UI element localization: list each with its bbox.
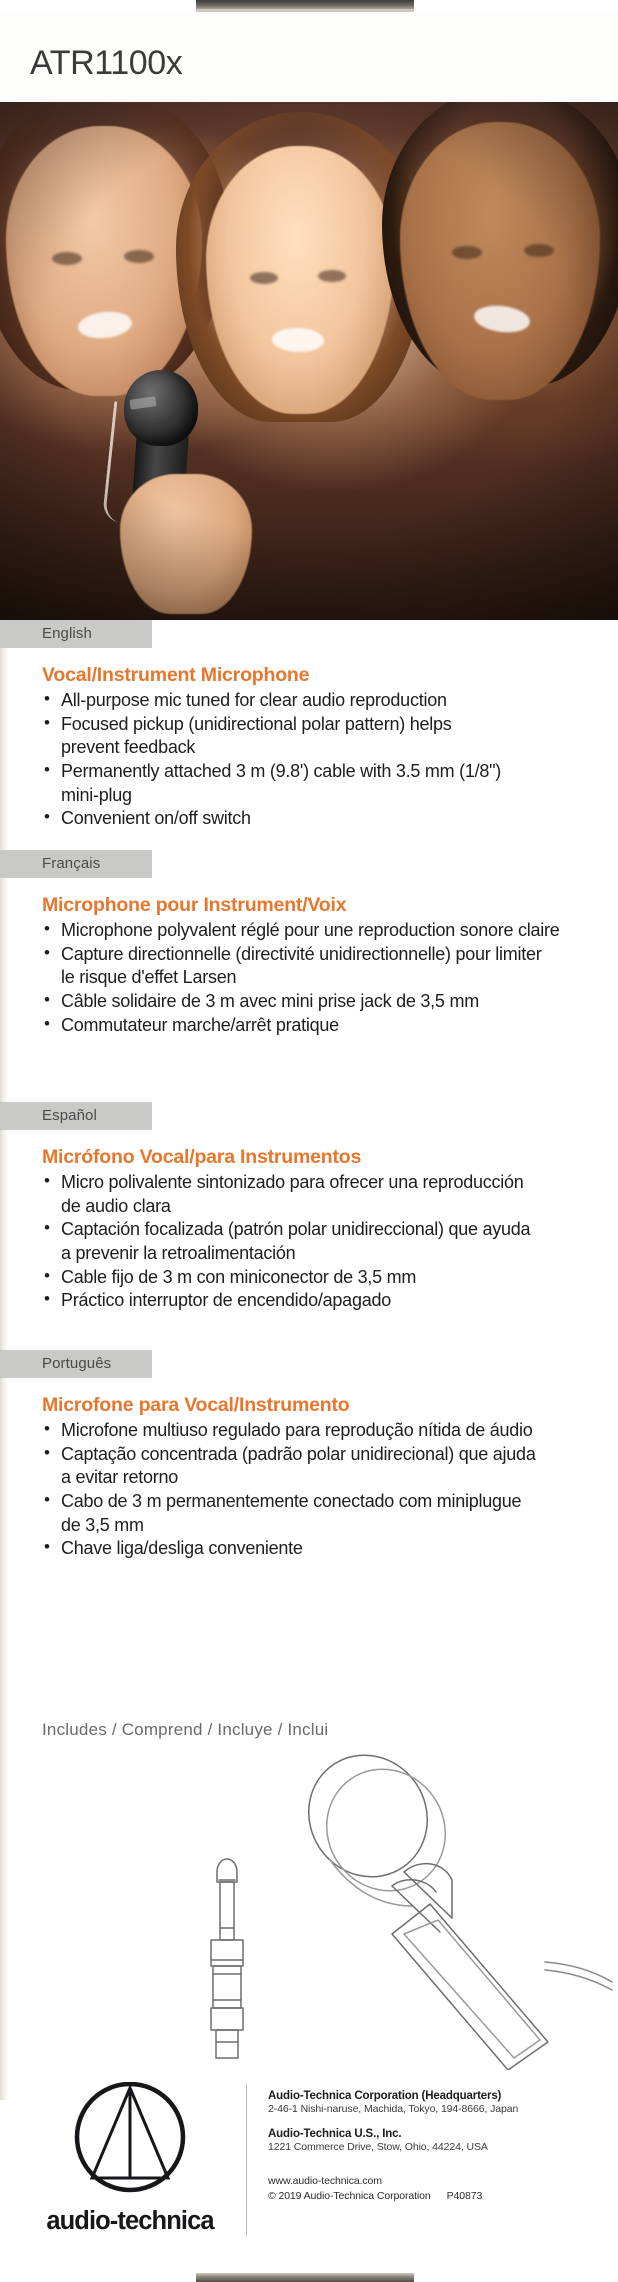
list-item: • All-purpose mic tuned for clear audio reproduction	[42, 689, 608, 712]
part-number: P40873	[446, 2190, 483, 2202]
feature-list-spanish	[0, 1171, 618, 1312]
list-item-continuation: le risque d'effet Larsen	[61, 967, 237, 988]
footer	[0, 2078, 618, 2268]
list-item: • Cabo de 3 m permanentemente conectado com miniplugue	[42, 1490, 608, 1513]
language-section-spanish	[0, 1102, 618, 1313]
language-tab-english: English	[0, 620, 152, 648]
footer-company-info	[268, 2090, 608, 2202]
quarter-inch-adapter-line-art	[211, 1859, 243, 2058]
language-section-french	[0, 850, 618, 1037]
top-edge-dark-band	[196, 0, 414, 10]
product-model-name: ATR1100x	[30, 44, 183, 82]
list-item-continuation: mini-plug	[61, 784, 132, 805]
heading-spanish: Micrófono Vocal/para Instrumentos	[42, 1146, 362, 1168]
list-item: • Micro polivalente sintonizado para ofrecer una reproducción	[42, 1171, 608, 1194]
company-name-headquarters: Audio-Technica Corporation (Headquarters)	[268, 2090, 502, 2102]
hero-photo-three-singers	[0, 102, 618, 620]
list-item: • Convenient on/off switch	[42, 807, 608, 830]
language-tab-spanish: Español	[0, 1102, 152, 1130]
footer-divider	[246, 2084, 247, 2236]
line-art-svg	[0, 1690, 618, 2070]
website-url[interactable]: www.audio-technica.com	[268, 2175, 382, 2187]
audio-technica-circle-a-logo-icon	[34, 2082, 226, 2200]
list-item-continuation: a prevenir la retroalimentación	[61, 1243, 296, 1264]
hero-vignette	[0, 102, 618, 620]
spacer	[268, 2115, 608, 2128]
list-item: • Focused pickup (unidirectional polar pattern) helps	[42, 713, 608, 736]
language-section-english	[0, 620, 618, 831]
list-item-continuation: a evitar retorno	[61, 1467, 179, 1488]
feature-list-portuguese	[0, 1419, 618, 1560]
list-item: • Câble solidaire de 3 m avec mini prise jack de 3,5 mm	[42, 990, 608, 1013]
company-name-us: Audio-Technica U.S., Inc.	[268, 2128, 402, 2140]
language-tab-portuguese: Português	[0, 1350, 152, 1378]
title-area	[0, 12, 618, 102]
copyright-text: © 2019 Audio-Technica Corporation	[268, 2190, 431, 2202]
bottom-edge-dark-band	[196, 2273, 414, 2282]
microphone-line-art	[285, 1732, 612, 2070]
list-item-continuation: prevent feedback	[61, 737, 196, 758]
brand-logo	[34, 2082, 224, 2236]
company-address-headquarters: 2-46-1 Nishi-naruse, Machida, Tokyo, 194-8666, Japan	[268, 2103, 519, 2115]
list-item-continuation: de 3,5 mm	[61, 1514, 144, 1535]
language-tab-french: Français	[0, 850, 152, 878]
heading-french: Microphone pour Instrument/Voix	[42, 894, 347, 916]
list-item: • Microphone polyvalent réglé pour une reproduction sonore claire	[42, 919, 608, 942]
feature-list-french	[0, 919, 618, 1036]
list-item: • Captação concentrada (padrão polar unidirecional) que ajuda	[42, 1443, 608, 1466]
company-address-us: 1221 Commerce Drive, Stow, Ohio, 44224, USA	[268, 2141, 488, 2153]
included-items-illustration	[0, 1690, 618, 2070]
list-item: • Práctico interruptor de encendido/apagado	[42, 1289, 608, 1312]
list-item-continuation: de audio clara	[61, 1195, 171, 1216]
list-item: • Cable fijo de 3 m con miniconector de 3,5 mm	[42, 1266, 608, 1289]
list-item: • Permanently attached 3 m (9.8') cable with 3.5 mm (1/8")	[42, 760, 608, 783]
list-item: • Commutateur marche/arrêt pratique	[42, 1014, 608, 1037]
language-section-portuguese	[0, 1350, 618, 1561]
list-item: • Microfone multiuso regulado para reprodução nítida de áudio	[42, 1419, 608, 1442]
package-top-edge	[0, 0, 618, 12]
brand-logo-wordmark: audio-technica	[46, 2207, 214, 2235]
heading-english: Vocal/Instrument Microphone	[42, 664, 310, 686]
package-bottom-edge	[0, 2266, 618, 2282]
includes-label: Includes / Comprend / Incluye / Inclui	[42, 1720, 329, 1739]
list-item: • Capture directionnelle (directivité unidirectionnelle) pour limiter	[42, 943, 608, 966]
heading-portuguese: Microfone para Vocal/Instrumento	[42, 1394, 350, 1416]
copyright-line	[268, 2190, 608, 2202]
footer-web-block	[268, 2175, 608, 2202]
list-item: • Chave liga/desliga conveniente	[42, 1537, 608, 1560]
feature-list-english	[0, 689, 618, 830]
list-item: • Captación focalizada (patrón polar unidireccional) que ayuda	[42, 1218, 608, 1241]
